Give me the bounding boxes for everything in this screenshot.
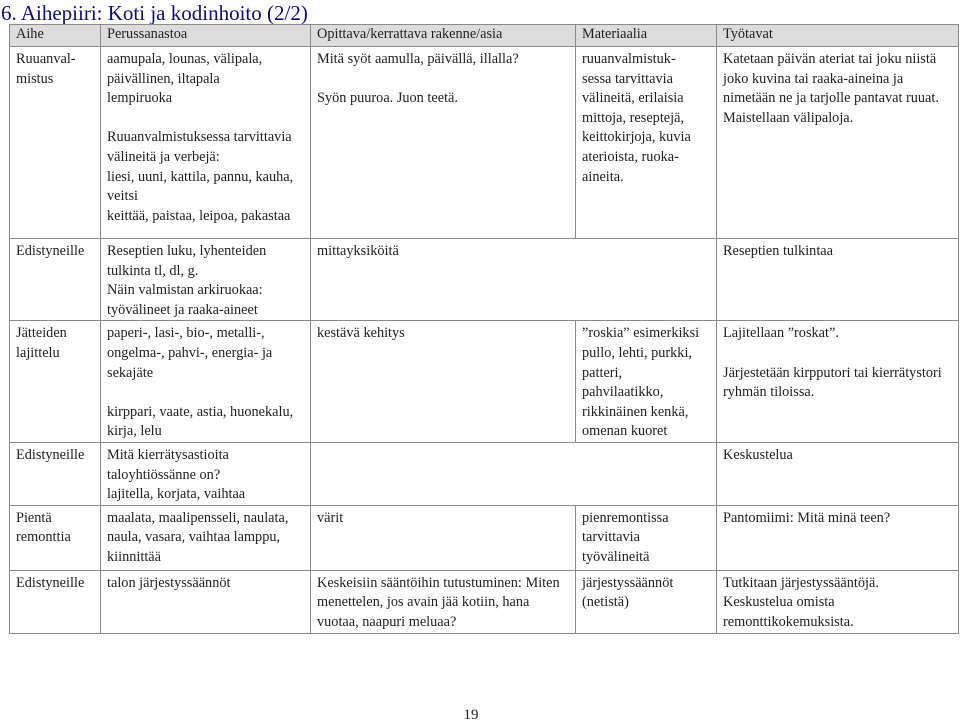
structure-cell: Mitä syöt aamulla, päivällä, illalla? Syön puuroa. Juon teetä. bbox=[311, 47, 576, 239]
methods-cell: Katetaan päivän ateriat tai joku niistä joko kuvina tai raaka-aineina ja nimetään ne ja tarjolle pantavat ruuat. Maistellaan välipaloja. bbox=[717, 47, 959, 239]
topic-cell: Edistyneille bbox=[10, 570, 101, 633]
structure-cell: mittayksiköitä bbox=[311, 239, 717, 321]
topic-cell: Ruuanval- mistus bbox=[10, 47, 101, 239]
material-cell: pienremontissa tarvittavia työvälineitä bbox=[576, 505, 717, 570]
methods-cell: Tutkitaan järjestyssääntöjä. Keskustelua omista remonttikokemuksista. bbox=[717, 570, 959, 633]
topic-cell: Edistyneille bbox=[10, 442, 101, 505]
material-cell: järjestyssäännöt (netistä) bbox=[576, 570, 717, 633]
methods-cell: Lajitellaan ”roskat”. Järjestetään kirpputori tai kierrätystori ryhmän tiloissa. bbox=[717, 321, 959, 443]
methods-cell: Pantomiimi: Mitä minä teen? bbox=[717, 505, 959, 570]
table-row bbox=[10, 47, 959, 239]
methods-cell: Keskustelua bbox=[717, 442, 959, 505]
page-number: 19 bbox=[463, 707, 479, 723]
material-cell: ”roskia” esimerkiksi pullo, lehti, purkki, patteri, pahvilaatikko, rikkinäinen kenkä, omenan kuoret bbox=[576, 321, 717, 443]
vocabulary-cell: paperi-, lasi-, bio-, metalli-, ongelma-, pahvi-, energia- ja sekajäte kirppari, vaate, astia, huonekalu, kirja, lelu bbox=[101, 321, 311, 443]
table-row bbox=[10, 442, 959, 505]
table-row bbox=[10, 570, 959, 633]
header-vocabulary: Perussanastoa bbox=[101, 25, 311, 47]
vocabulary-cell: talon järjestyssäännöt bbox=[101, 570, 311, 633]
vocabulary-cell: Mitä kierrätysastioita taloyhtiössänne on? lajitella, korjata, vaihtaa bbox=[101, 442, 311, 505]
header-methods: Työtavat bbox=[717, 25, 959, 47]
vocabulary-cell: aamupala, lounas, välipala, päivällinen, iltapala lempiruoka Ruuanvalmistuksessa tarvittavia välineitä ja verbejä: liesi, uuni, kattila, pannu, kauha, veitsi keittää, paistaa, leipoa, pakastaa bbox=[101, 47, 311, 239]
material-cell: ruuanvalmistuk- sessa tarvittavia välineitä, erilaisia mittoja, reseptejä, keittokirjoja, kuvia aterioista, ruoka- aineita. bbox=[576, 47, 717, 239]
topic-table bbox=[9, 24, 959, 634]
structure-cell bbox=[311, 442, 717, 505]
header-material: Materiaalia bbox=[576, 25, 717, 47]
header-structure: Opittava/kerrattava rakenne/asia bbox=[311, 25, 576, 47]
methods-cell: Reseptien tulkintaa bbox=[717, 239, 959, 321]
table-row bbox=[10, 239, 959, 321]
table-row bbox=[10, 321, 959, 443]
header-topic: Aihe bbox=[10, 25, 101, 47]
topic-cell: Jätteiden lajittelu bbox=[10, 321, 101, 443]
table-row bbox=[10, 505, 959, 570]
table-header-row bbox=[10, 25, 959, 47]
topic-cell: Edistyneille bbox=[10, 239, 101, 321]
structure-cell: värit bbox=[311, 505, 576, 570]
structure-cell: Keskeisiin sääntöihin tutustuminen: Miten menettelen, jos avain jää kotiin, hana vuotaa, naapuri meluaa? bbox=[311, 570, 576, 633]
topic-cell: Pientä remonttia bbox=[10, 505, 101, 570]
page-title: 6. Aihepiiri: Koti ja kodinhoito (2/2) bbox=[1, 1, 308, 25]
structure-cell: kestävä kehitys bbox=[311, 321, 576, 443]
vocabulary-cell: maalata, maalipensseli, naulata, naula, vasara, vaihtaa lamppu, kiinnittää bbox=[101, 505, 311, 570]
vocabulary-cell: Reseptien luku, lyhenteiden tulkinta tl, dl, g. Näin valmistan arkiruokaa: työvälineet ja raaka-aineet bbox=[101, 239, 311, 321]
